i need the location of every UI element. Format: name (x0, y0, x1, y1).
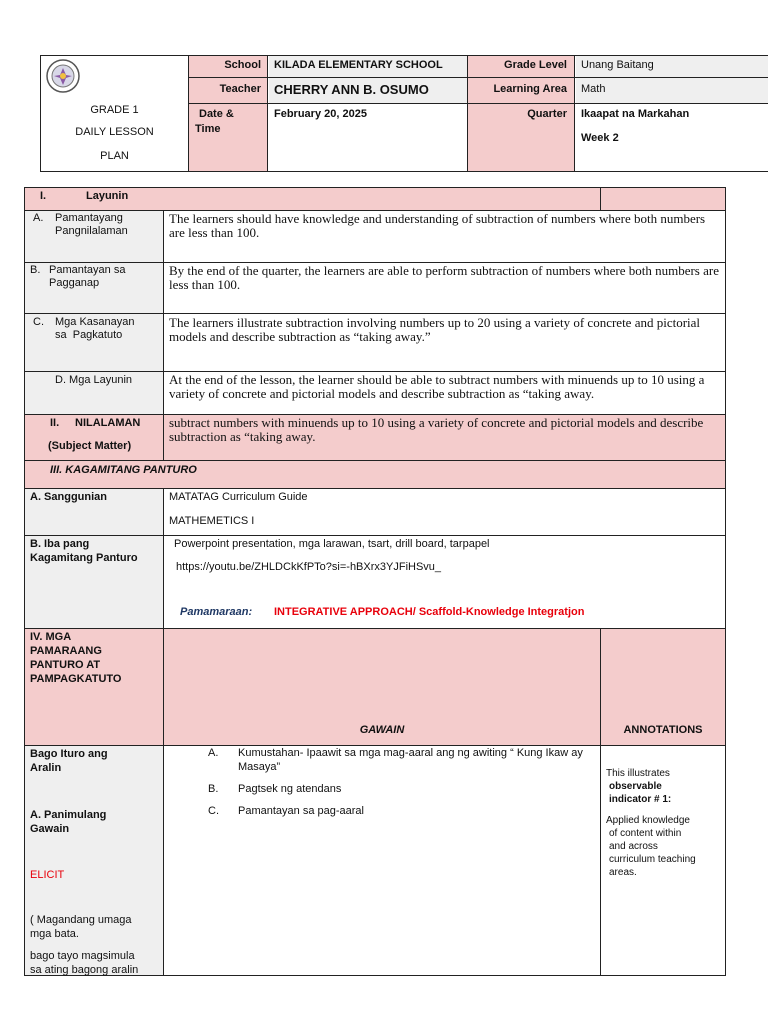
row-b-letter: B. (30, 264, 41, 276)
grade-label: GRADE 1 (90, 104, 139, 116)
plan-title-line2: PLAN (100, 150, 129, 162)
list-item (208, 782, 594, 796)
row-c-label-1: Mga Kasanayan (55, 316, 135, 328)
pamaraan-label-2: PAMARAANG (30, 645, 102, 657)
pamaraan-label-3: PANTURO AT (30, 659, 101, 671)
nilalaman-sub: (Subject Matter) (48, 440, 132, 452)
week-value: Week 2 (581, 132, 619, 144)
annotation-line-6: and across (609, 841, 658, 852)
layunin-num: I. (40, 190, 47, 202)
teacher-label: Teacher (219, 83, 261, 95)
sanggunian-line1: MATATAG Curriculum Guide (169, 491, 308, 503)
annotation-line-5: of content within (609, 828, 682, 839)
gawain-header: GAWAIN (359, 724, 405, 736)
kagamitan-heading: III. KAGAMITANG PANTURO (50, 464, 197, 476)
layunin-heading-row (24, 187, 726, 211)
annotation-line-3: indicator # 1: (609, 794, 672, 805)
iba-pang-label-1: B. Iba pang (30, 538, 90, 550)
sanggunian-label: A. Sanggunian (30, 491, 107, 503)
script-line-1: ( Magandang umaga (30, 914, 132, 926)
script-line-4: sa ating bagong aralin (30, 964, 139, 976)
date-label: Date & (199, 108, 234, 120)
grade-level-label: Grade Level (504, 59, 567, 71)
school-label: School (224, 59, 261, 71)
pamamaraan-label: Pamamaraan: (180, 606, 253, 618)
quarter-label: Quarter (527, 108, 567, 120)
nilalaman-label: NILALAMAN (75, 417, 141, 429)
date-value: February 20, 2025 (274, 108, 367, 120)
quarter-value: Ikaapat na Markahan (581, 108, 690, 120)
bago-label-1: Bago Ituro ang (30, 748, 108, 760)
annotation-line-2: observable (609, 781, 662, 792)
iba-pang-label-2: Kagamitang Panturo (30, 552, 138, 564)
annotations-header: ANNOTATIONS (623, 724, 703, 736)
bago-label-2: Aralin (30, 762, 62, 774)
teacher-value: CHERRY ANN B. OSUMO (274, 82, 429, 97)
learning-area-label: Learning Area (493, 83, 567, 95)
layunin-heading: Layunin (86, 190, 129, 202)
script-line-3: bago tayo magsimula (30, 950, 135, 962)
annotation-line-7: curriculum teaching (609, 854, 696, 865)
youtube-link[interactable]: https://youtu.be/ZHLDCkKfPTo?si=-hBXrx3YJFiHSvu_ (176, 561, 442, 573)
nilalaman-num: II. (50, 417, 60, 429)
nilalaman-text: subtract numbers with minuends up to 10 using a variety of concrete and pictorial models and describe subtraction as “taking away. (169, 415, 704, 444)
gawain-list (208, 746, 594, 826)
row-b-text: By the end of the quarter, the learners are able to perform subtraction of numbers where both numbers are less than 100. (169, 263, 719, 292)
list-item-text: Kumustahan- Ipaawit sa mga mag-aaral ang ng awiting “ Kung Ikaw ay Masaya” (238, 747, 583, 773)
script-line-2: mga bata. (30, 928, 79, 940)
list-item-text: Pagtsek ng atendans (238, 783, 342, 795)
row-a-letter: A. (33, 212, 44, 224)
plan-title-line1: DAILY LESSON (75, 126, 154, 138)
learning-area-value: Math (581, 83, 606, 95)
row-a-label-2: Pangnilalaman (55, 225, 128, 237)
deped-seal-icon (45, 58, 81, 94)
row-c-text: The learners illustrate subtraction involving numbers up to 20 using a variety of concrete and pictorial models and describe subtraction as “taking away.” (169, 315, 701, 344)
list-item (208, 804, 594, 818)
list-item (208, 746, 594, 774)
panimulang-label-1: A. Panimulang (30, 809, 107, 821)
school-value: KILADA ELEMENTARY SCHOOL (274, 59, 443, 71)
row-b-label-2: Pagganap (49, 277, 100, 289)
header-logo-cell (40, 55, 189, 172)
list-item-letter: B. (208, 783, 219, 795)
pamaraan-label-1: IV. MGA (30, 631, 72, 643)
annotation-line-1: This illustrates (606, 768, 670, 779)
annotation-text (606, 767, 724, 879)
panimulang-label-2: Gawain (30, 823, 70, 835)
list-item-letter: C. (208, 805, 219, 817)
row-b-label-1: Pamantayan sa (49, 264, 126, 276)
time-label: Time (195, 123, 221, 135)
pamamaraan-value: INTEGRATIVE APPROACH/ Scaffold-Knowledge Integratjon (274, 606, 585, 618)
row-d-label: D. Mga Layunin (55, 374, 133, 386)
iba-pang-line1: Powerpoint presentation, mga larawan, tsart, drill board, tarpapel (174, 538, 490, 550)
row-a-label-1: Pamantayang (55, 212, 123, 224)
list-item-text: Pamantayan sa pag-aaral (238, 805, 364, 817)
bago-label-cell (24, 746, 164, 976)
row-a-text: The learners should have knowledge and understanding of subtraction of numbers where both numbers are less than 100. (169, 211, 706, 240)
grade-level-value: Unang Baitang (581, 59, 654, 71)
elicit-label: ELICIT (30, 869, 65, 881)
list-item-letter: A. (208, 747, 219, 759)
annotation-line-8: areas. (609, 867, 637, 878)
pamaraan-label-4: PAMPAGKATUTO (30, 673, 122, 685)
row-d-text: At the end of the lesson, the learner should be able to subtract numbers with minuends up to 10 using a variety of concrete and pictorial models and describe subtraction as “taking away. (169, 372, 705, 401)
annotation-line-4: Applied knowledge (606, 815, 690, 826)
row-c-letter: C. (33, 316, 44, 328)
sanggunian-line2: MATHEMETICS I (169, 515, 255, 527)
row-c-label-2: sa Pagkatuto (55, 329, 123, 341)
